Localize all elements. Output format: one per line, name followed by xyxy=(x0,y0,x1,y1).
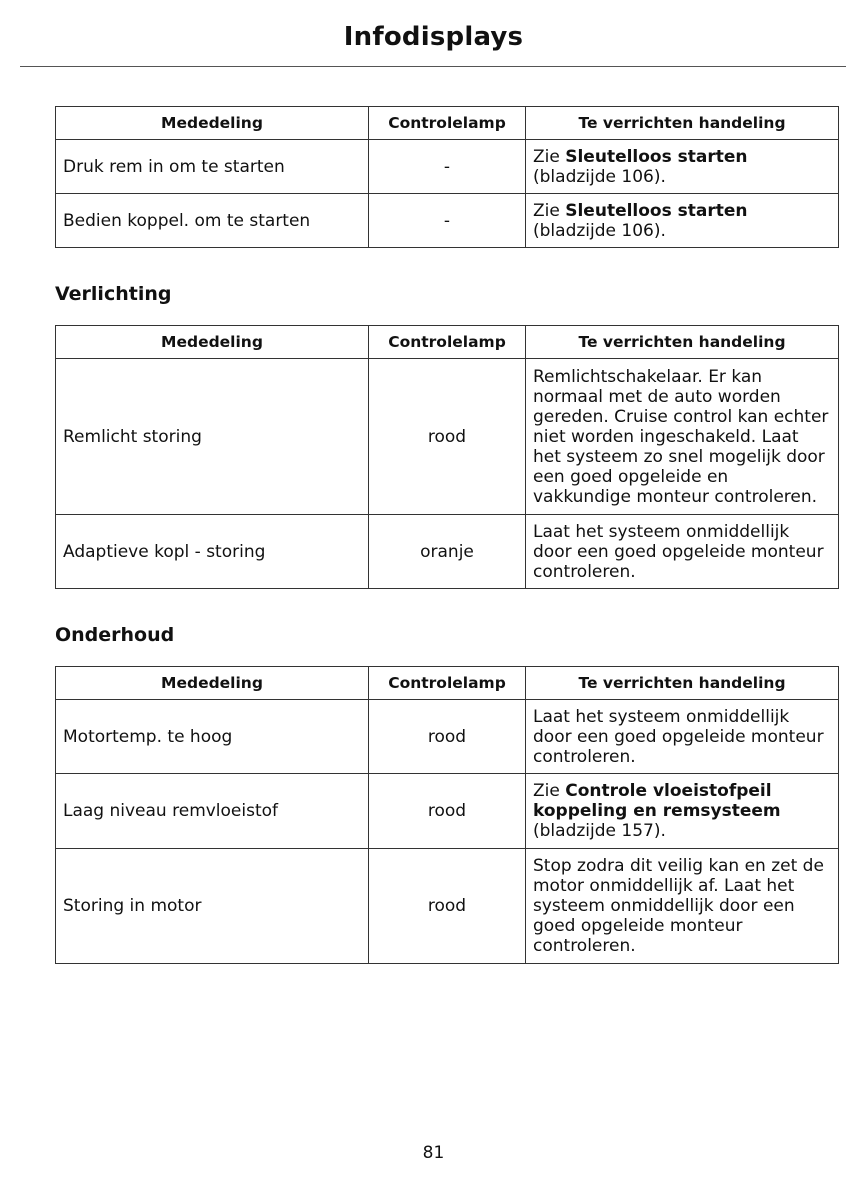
action-reference: Sleutelloos starten xyxy=(565,200,748,221)
table-row xyxy=(56,359,839,515)
title-divider xyxy=(20,66,846,67)
message-cell: Remlicht storing xyxy=(56,359,369,515)
table-row xyxy=(56,700,839,774)
action-cell xyxy=(526,140,839,194)
table-row xyxy=(56,849,839,964)
lamp-cell: - xyxy=(369,194,526,248)
action-text: Zie xyxy=(533,781,566,801)
action-reference: Sleutelloos starten xyxy=(565,146,748,167)
table-header-row xyxy=(56,107,839,140)
header-action: Te verrichten handeling xyxy=(526,107,839,140)
action-cell: Stop zodra dit veilig kan en zet de motor onmiddellijk af. Laat het systeem onmiddellijk door een goed opgeleide monteur controleren. xyxy=(526,849,839,964)
message-cell: Motortemp. te hoog xyxy=(56,700,369,774)
lamp-cell: rood xyxy=(369,774,526,849)
action-cell: Laat het systeem onmiddellijk door een goed opgeleide monteur controleren. xyxy=(526,700,839,774)
action-reference: Controle vloeistofpeil koppeling en remsysteem xyxy=(533,781,781,821)
table-start-messages xyxy=(55,106,839,248)
page-title: Infodisplays xyxy=(343,22,524,52)
lamp-cell: oranje xyxy=(369,515,526,589)
section-heading-onderhoud: Onderhoud xyxy=(55,624,175,646)
header-message: Mededeling xyxy=(56,107,369,140)
action-text: (bladzijde 157). xyxy=(533,821,666,841)
message-cell: Bedien koppel. om te starten xyxy=(56,194,369,248)
section-heading-verlichting: Verlichting xyxy=(55,283,172,305)
table-header-row xyxy=(56,326,839,359)
table-onderhoud xyxy=(55,666,839,964)
action-text: (bladzijde 106). xyxy=(533,220,666,241)
lamp-cell: rood xyxy=(369,359,526,515)
action-cell xyxy=(526,774,839,849)
table-verlichting xyxy=(55,325,839,589)
header-lamp: Controlelamp xyxy=(369,326,526,359)
message-cell: Adaptieve kopl - storing xyxy=(56,515,369,589)
table-row xyxy=(56,515,839,589)
action-text: Zie xyxy=(533,146,566,167)
page-number: 81 xyxy=(422,1143,445,1163)
action-text: (bladzijde 106). xyxy=(533,166,666,187)
lamp-cell: rood xyxy=(369,700,526,774)
table-row xyxy=(56,194,839,248)
action-text: Zie xyxy=(533,200,566,221)
header-lamp: Controlelamp xyxy=(369,667,526,700)
table-row xyxy=(56,774,839,849)
message-cell: Druk rem in om te starten xyxy=(56,140,369,194)
action-cell: Remlichtschakelaar. Er kan normaal met de auto worden gereden. Cruise control kan echter niet worden ingeschakeld. Laat het systeem zo snel mogelijk door een goed opgeleide en vakkundige monteur controleren. xyxy=(526,359,839,515)
action-cell: Laat het systeem onmiddellijk door een goed opgeleide monteur controleren. xyxy=(526,515,839,589)
message-cell: Laag niveau remvloeistof xyxy=(56,774,369,849)
lamp-cell: - xyxy=(369,140,526,194)
header-action: Te verrichten handeling xyxy=(526,667,839,700)
action-cell xyxy=(526,194,839,248)
header-message: Mededeling xyxy=(56,667,369,700)
table-row xyxy=(56,140,839,194)
header-message: Mededeling xyxy=(56,326,369,359)
header-lamp: Controlelamp xyxy=(369,107,526,140)
header-action: Te verrichten handeling xyxy=(526,326,839,359)
message-cell: Storing in motor xyxy=(56,849,369,964)
lamp-cell: rood xyxy=(369,849,526,964)
table-header-row xyxy=(56,667,839,700)
